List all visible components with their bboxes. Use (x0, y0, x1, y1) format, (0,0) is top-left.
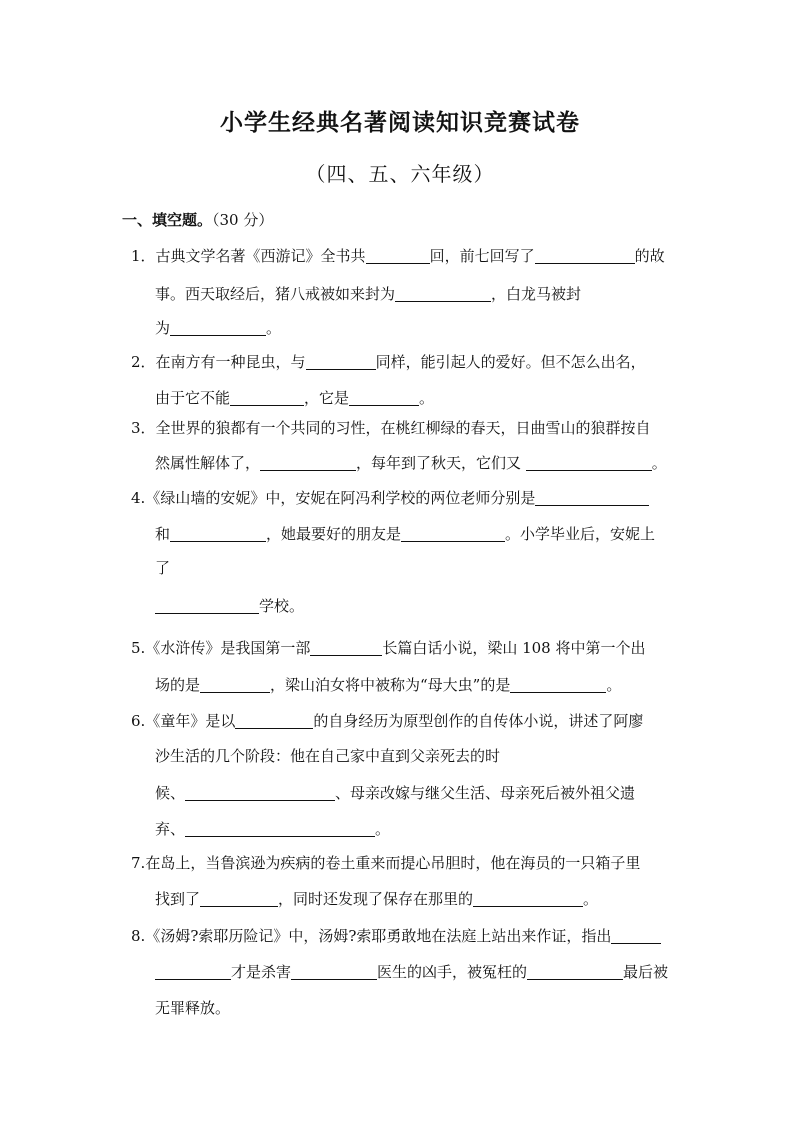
question-number: 8. (131, 927, 146, 945)
answer-blank[interactable] (526, 455, 652, 471)
section-title: 一、填空题。 (122, 211, 213, 229)
answer-blank[interactable] (230, 390, 304, 406)
question-number: 3． (131, 419, 156, 437)
question-number: 6. (131, 712, 146, 730)
question-7-line-2: 找到了 ，同时还发现了保存在那里的 。 (155, 890, 599, 908)
answer-blank[interactable] (291, 964, 377, 980)
question-number: 7. (131, 854, 146, 872)
question-8-line-1: 8.《汤姆?索耶历险记》中，汤姆?索耶勇敢地在法庭上站出来作证，指出 (131, 926, 661, 946)
answer-blank[interactable] (611, 928, 661, 944)
page-subtitle: （四、五、六年级） (305, 162, 495, 186)
question-5-line-1: 5.《水浒传》是我国第一部 长篇白话小说，梁山 108 将中第一个出 (131, 639, 646, 657)
answer-blank[interactable] (510, 677, 606, 693)
answer-blank[interactable] (260, 455, 356, 471)
answer-blank[interactable] (200, 677, 270, 693)
answer-blank[interactable] (527, 964, 623, 980)
answer-blank[interactable] (170, 320, 266, 336)
question-1-line-1: 1．古典文学名著《西游记》全书共 回，前七回写了 的故 (131, 247, 665, 265)
answer-blank[interactable] (306, 354, 376, 370)
section-heading (122, 209, 273, 230)
question-number: 4. (131, 489, 146, 507)
answer-blank[interactable] (366, 248, 430, 264)
question-6-line-1: 6.《童年》是以 的自身经历为原型创作的自传体小说，讲述了阿廖 (131, 712, 644, 730)
answer-blank[interactable] (185, 785, 335, 801)
question-1-line-2: 事。西天取经后，猪八戒被如来封为 ，白龙马被封 (155, 285, 582, 303)
question-8-line-2: 才是杀害 医生的凶手，被冤枉的 最后被 (155, 962, 668, 982)
answer-blank[interactable] (535, 248, 635, 264)
answer-blank[interactable] (155, 598, 259, 614)
answer-blank[interactable] (170, 526, 266, 542)
question-3-line-1: 3．全世界的狼都有一个共同的习性，在桃红柳绿的春天，日曲雪山的狼群按自 (131, 419, 651, 437)
question-4-line-4: 学校。 (155, 596, 304, 616)
question-4-line-1: 4.《绿山墙的安妮》中，安妮在阿冯利学校的两位老师分别是 (131, 488, 649, 508)
answer-blank[interactable] (473, 891, 583, 907)
question-5-line-2: 场的是 ，梁山泊女将中被称为“母大虫”的是 。 (155, 676, 622, 694)
answer-blank[interactable] (155, 964, 231, 980)
question-4-line-2: 和 ，她最要好的朋友是 。小学毕业后，安妮上 (155, 525, 656, 543)
question-4-line-3: 了 (155, 559, 171, 577)
answer-blank[interactable] (235, 713, 313, 729)
answer-blank[interactable] (185, 821, 375, 837)
question-8-line-3: 无罪释放。 (155, 999, 231, 1017)
question-6-line-2: 沙生活的几个阶段：他在自己家中直到父亲死去的时 (155, 747, 501, 765)
answer-blank[interactable] (535, 490, 649, 506)
section-points: （30 分） (212, 211, 274, 229)
answer-blank[interactable] (310, 640, 382, 656)
question-number: 1． (131, 247, 156, 265)
answer-blank[interactable] (200, 891, 278, 907)
question-2-line-1: 2．在南方有一种昆虫，与 同样，能引起人的爱好。但不怎么出名， (131, 353, 646, 371)
question-7-line-1: 7.在岛上，当鲁滨逊为疾病的卷土重来而提心吊胆时，他在海员的一只箱子里 (131, 854, 641, 872)
question-6-line-4: 弃、 。 (155, 820, 391, 838)
question-1-line-3: 为 。 (155, 319, 282, 337)
answer-blank[interactable] (395, 286, 491, 302)
page-title: 小学生经典名著阅读知识竞赛试卷 (220, 110, 580, 136)
answer-blank[interactable] (349, 390, 419, 406)
question-number: 2． (131, 353, 156, 371)
answer-blank[interactable] (401, 526, 505, 542)
question-6-line-3: 候、 、母亲改嫁与继父生活、母亲死后被外祖父遗 (155, 784, 636, 802)
question-3-line-2: 然属性解体了， ，每年到了秋天，它们又 。 (155, 454, 667, 472)
question-2-line-2: 由于它不能 ，它是 。 (155, 389, 435, 407)
question-number: 5. (131, 639, 146, 657)
